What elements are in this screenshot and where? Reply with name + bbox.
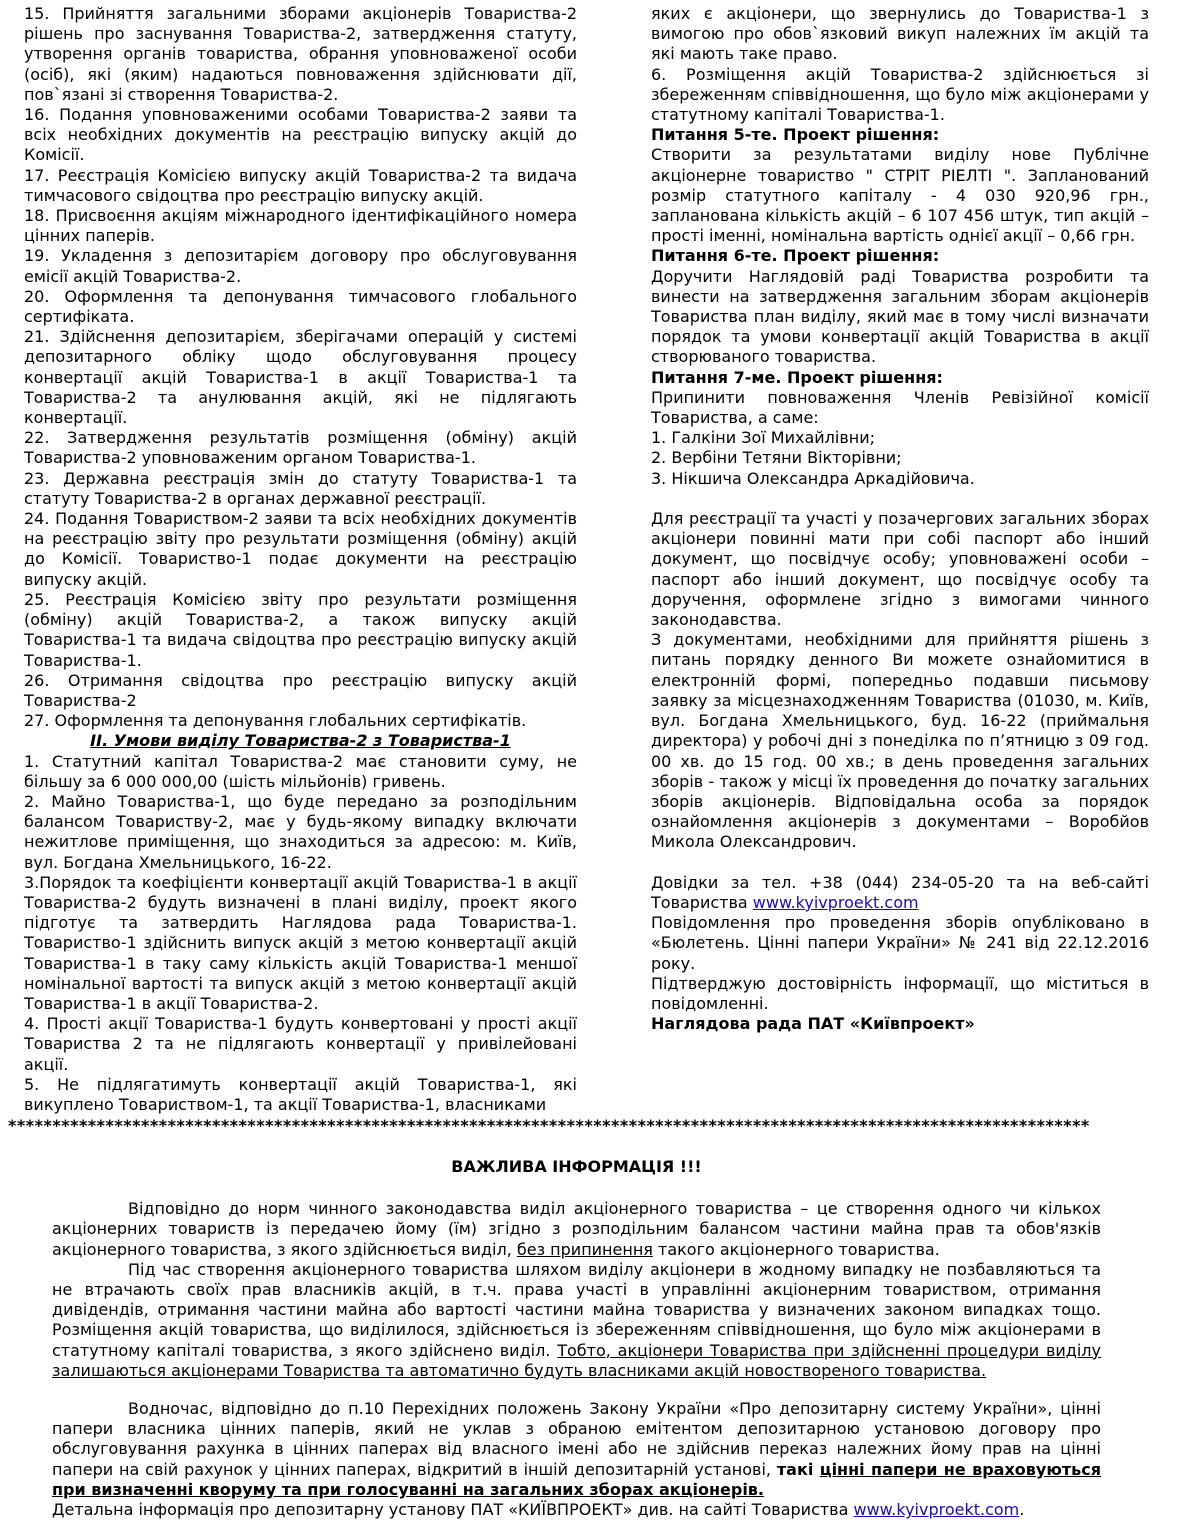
important-paragraph — [52, 1260, 1101, 1381]
list-item: 26. Отримання свідоцтва про реєстрацію випуску акцій Товариства-2 — [24, 670, 577, 710]
right-column — [651, 4, 1149, 1034]
underlined-text: без припинення — [516, 1239, 653, 1259]
important-paragraph — [52, 1199, 1101, 1260]
condition-item: 2. Майно Товариства-1, що буде передано за розподільним балансом Товариству-2, має у будь-якому випадку включати нежитлове приміщення, що знаходиться за адресою: м. Київ, вул. Богдана Хмельницького, 16-22. — [24, 791, 577, 872]
question-7-text: Припинити повноваження Членів Ревізійної комісії Товариства, а саме: — [651, 387, 1149, 428]
signature: Наглядова рада ПАТ «Київпроект» — [651, 1014, 975, 1034]
list-item: 23. Державна реєстрація змін до статуту Товариства-1 та статуту Товариства-2 в органах державної реєстрації. — [24, 468, 577, 508]
question-6-text: Доручити Наглядовій раді Товариства розробити та винести на затвердження загальним зборам акціонерів Товариства план виділу, який має в тому числі визначати порядок та умови конвертації акцій Товариства в акції створюваного товариства. — [651, 266, 1149, 367]
section-title: ІІ. Умови виділу Товариства-2 з Товариства-1 — [90, 731, 511, 751]
question-6-heading: Питання 6-те. Проект рішення: — [651, 246, 940, 266]
website-link[interactable]: www.kyivproekt.com — [853, 1500, 1020, 1520]
list-item: 25. Реєстрація Комісією звіту про результати розміщення (обміну) акцій Товариства-2, а також випуску акцій Товариства-1 та видача свідоцтва про реєстрацію випуску акцій Товариства-1. — [24, 589, 577, 670]
underlined-text: Тобто, акціонери Товариства при здійсненні процедури виділу залишаються акціонерами Товариства та автоматично будуть власниками акцій новоствореного товариства. — [52, 1340, 1102, 1380]
list-item: 17. Реєстрація Комісією випуску акцій Товариства-2 та видача тимчасового свідоцтва про реєстрацію випуску акцій. — [24, 165, 577, 205]
documents-text: З документами, необхідними для прийняття рішень з питань порядку денного Ви можете ознайомитися в електронній формі, попередньо подавши письмову заявку за місцезнаходженням Товариства (01030, м. Київ, вул. Богдана Хмельницького, буд. 16-22 (приймальня директора) у робочі дні з понеділка по п’ятницю з 09 год. 00 хв. до 15 год. 00 хв.; в день проведення загальних зборів - також у місці їх проведення до початку загальних зборів акціонерів. Відповідальна особа за порядок ознайомлення акціонерів з документами – Воробйов Микола Олександрович. — [651, 630, 1149, 852]
important-footer — [52, 1500, 1101, 1520]
continuation-text: яких є акціонери, що звернулись до Товариства-1 з вимогою про обов`язковий викуп належних їм акцій та які мають таке право. — [651, 4, 1149, 64]
condition-item: 3.Порядок та коефіцієнти конвертації акцій Товариства-1 в акції Товариства-2 будуть визначені в плані виділу, проект якого підготує та затвердить Наглядова рада Товариства-1. Товариство-1 здійснить випуск акцій з метою конвертації акцій Товариства-1 в таку саму кількість акцій Товариства-1 меншої номінальної вартості та випуск акцій з метою конвертації акцій Товариства-1 в акції Товариства-2. — [24, 872, 577, 1013]
condition-item: 4. Прості акції Товариства-1 будуть конвертовані у прості акції Товариства 2 та не підлягають конвертації у привілейовані акції. — [24, 1014, 577, 1074]
condition-item: 5. Не підлягатимуть конвертації акцій Товариства-1, які викуплено Товариством-1, та акції Товариства-1, власниками — [24, 1074, 577, 1114]
paragraph-text: . — [1019, 1500, 1025, 1520]
important-title: ВАЖЛИВА ІНФОРМАЦІЯ !!! — [451, 1157, 702, 1176]
list-item: 21. Здійснення депозитарієм, зберігачами операцій у системі депозитарного обліку щодо обслуговування процесу конвертації акцій Товариства-1 в акції Товариства-1 та Товариства-2 та анулювання акцій, які не підлягають конвертації. — [24, 327, 577, 428]
contacts-label: Довідки за тел. +38 (044) 234-05-20 та на веб-сайті Товариства — [651, 872, 1149, 912]
paragraph-text: Детальна інформація про депозитарну установу ПАТ «КИЇВПРОЕКТ» див. на сайті Товариства — [52, 1500, 854, 1520]
bold-text: такі — [776, 1459, 820, 1479]
publication-text: Повідомлення про проведення зборів опубліковано в «Бюлетень. Цінні папери України» № 241 від 22.12.2016 року. — [651, 913, 1149, 973]
bold-underlined-text: цінні папери не враховуються при визначенні кворуму та при голосуванні на загальних зборах акціонерів. — [52, 1459, 1102, 1499]
paragraph-text: Відповідно до норм чинного законодавства виділ акціонерного товариства – це створення одного чи кількох акціонерних товариств із передачею йому (їм) згідно з розподільним балансом частини майна прав та обов'язків акціонерного товариства, з якого здійснюється виділ, — [52, 1199, 1101, 1259]
paragraph-text: Водночас, відповідно до п.10 Перехідних положень Закону України «Про депозитарну систему України», цінні папери власника цінних паперів, який не уклав з обраною емітентом депозитарною установою договору про обслуговування рахунка в цінних паперах від власного імені або не здійснив переказ належних йому прав на цінні папери на свій рахунок у цінних паперах, відкритий в іншій депозитарній установі, — [52, 1399, 1101, 1479]
question-5-text: Створити за результатами виділу нове Публічне акціонерне товариство " СТРІТ РІЕЛТІ ". Запланований розмір статутного капіталу - 4 030 920,96 грн., запланована кількість акцій – 6 107 456 штук, тип акцій – прості іменні, номінальна вартість однієї акції – 0,66 грн. — [651, 145, 1149, 246]
contacts-text — [651, 873, 1149, 913]
important-section — [52, 1157, 1101, 1520]
list-item: 24. Подання Товариством-2 заяви та всіх необхідних документів на реєстрацію звіту про результати розміщення (обміну) акцій до Комісії. Товариство-1 подає документи на реєстрацію випуску акцій. — [24, 509, 577, 589]
list-item: 15. Прийняття загальними зборами акціонерів Товариства-2 рішень про заснування Товариства-2, затвердження статуту, утворення органів товариства, обрання уповноваженої особи (осіб), які (яким) надаються повноваження здійснювати дії, пов`язані зі створення Товариства-2. — [24, 4, 577, 104]
list-item: 19. Укладення з депозитарієм договору про обслуговування емісії акцій Товариства-2. — [24, 246, 577, 286]
paragraph-text: Під час створення акціонерного товариства шляхом виділу акціонери в жодному випадку не позбавляються та не втрачають своїх прав власників акцій, в т.ч. права участі в управлінні акціонерним товариством, отримання дивідендів, отримання частини майна або вартості частини майна товариства у визначених законом випадках тощо. Розміщення акцій товариства, що виділилося, здійснюється із збереженням співвідношення, що було між акціонерами в статутному капіталі товариства, з якого здійснено виділ. — [52, 1259, 1101, 1360]
member-item: 3. Нікшича Олександра Аркадійовича. — [651, 468, 975, 488]
paragraph-text: такого акціонерного товариства. — [652, 1239, 940, 1259]
condition-item: 1. Статутний капітал Товариства-2 має становити суму, не більшу за 6 000 000,00 (шість мільйонів) гривень. — [24, 751, 577, 791]
important-paragraph — [52, 1399, 1101, 1500]
website-link[interactable]: www.kyivproekt.com — [752, 892, 919, 912]
member-item: 2. Вербіни Тетяни Вікторівни; — [651, 448, 902, 468]
question-5-heading: Питання 5-те. Проект рішення: — [651, 125, 940, 145]
confirmation-text: Підтверджую достовірність інформації, що міститься в повідомленні. — [651, 973, 1149, 1013]
list-item: 20. Оформлення та депонування тимчасового глобального сертифіката. — [24, 286, 577, 327]
separator: ************************************************************************************************************************** — [8, 1116, 1090, 1135]
registration-text: Для реєстрації та участі у позачергових загальних зборах акціонери повинні мати при собі паспорт або інший документ, що посвідчує особу; уповноважені особи – паспорт або інший документ, що посвідчує особу та доручення, оформлене згідно з вимогами чинного законодавства. — [651, 509, 1149, 630]
list-item: 16. Подання уповноваженими особами Товариства-2 заяви та всіх необхідних документів на реєстрацію випуску акцій до Комісії. — [24, 105, 577, 165]
list-item: 22. Затвердження результатів розміщення (обміну) акцій Товариства-2 уповноваженим органом Товариства-1. — [24, 428, 577, 468]
member-item: 1. Галкіни Зої Михайлівни; — [651, 428, 875, 448]
question-7-heading: Питання 7-ме. Проект рішення: — [651, 367, 943, 387]
list-item: 18. Присвоєння акціям міжнародного ідентифікаційного номера цінних паперів. — [24, 206, 577, 246]
condition-item: 6. Розміщення акцій Товариства-2 здійснюється зі збереженням співвідношення, що було між акціонерами у статутному капіталі Товариства-1. — [651, 64, 1149, 125]
left-column — [24, 4, 577, 1115]
list-item: 27. Оформлення та депонування глобальних сертифікатів. — [24, 711, 527, 731]
